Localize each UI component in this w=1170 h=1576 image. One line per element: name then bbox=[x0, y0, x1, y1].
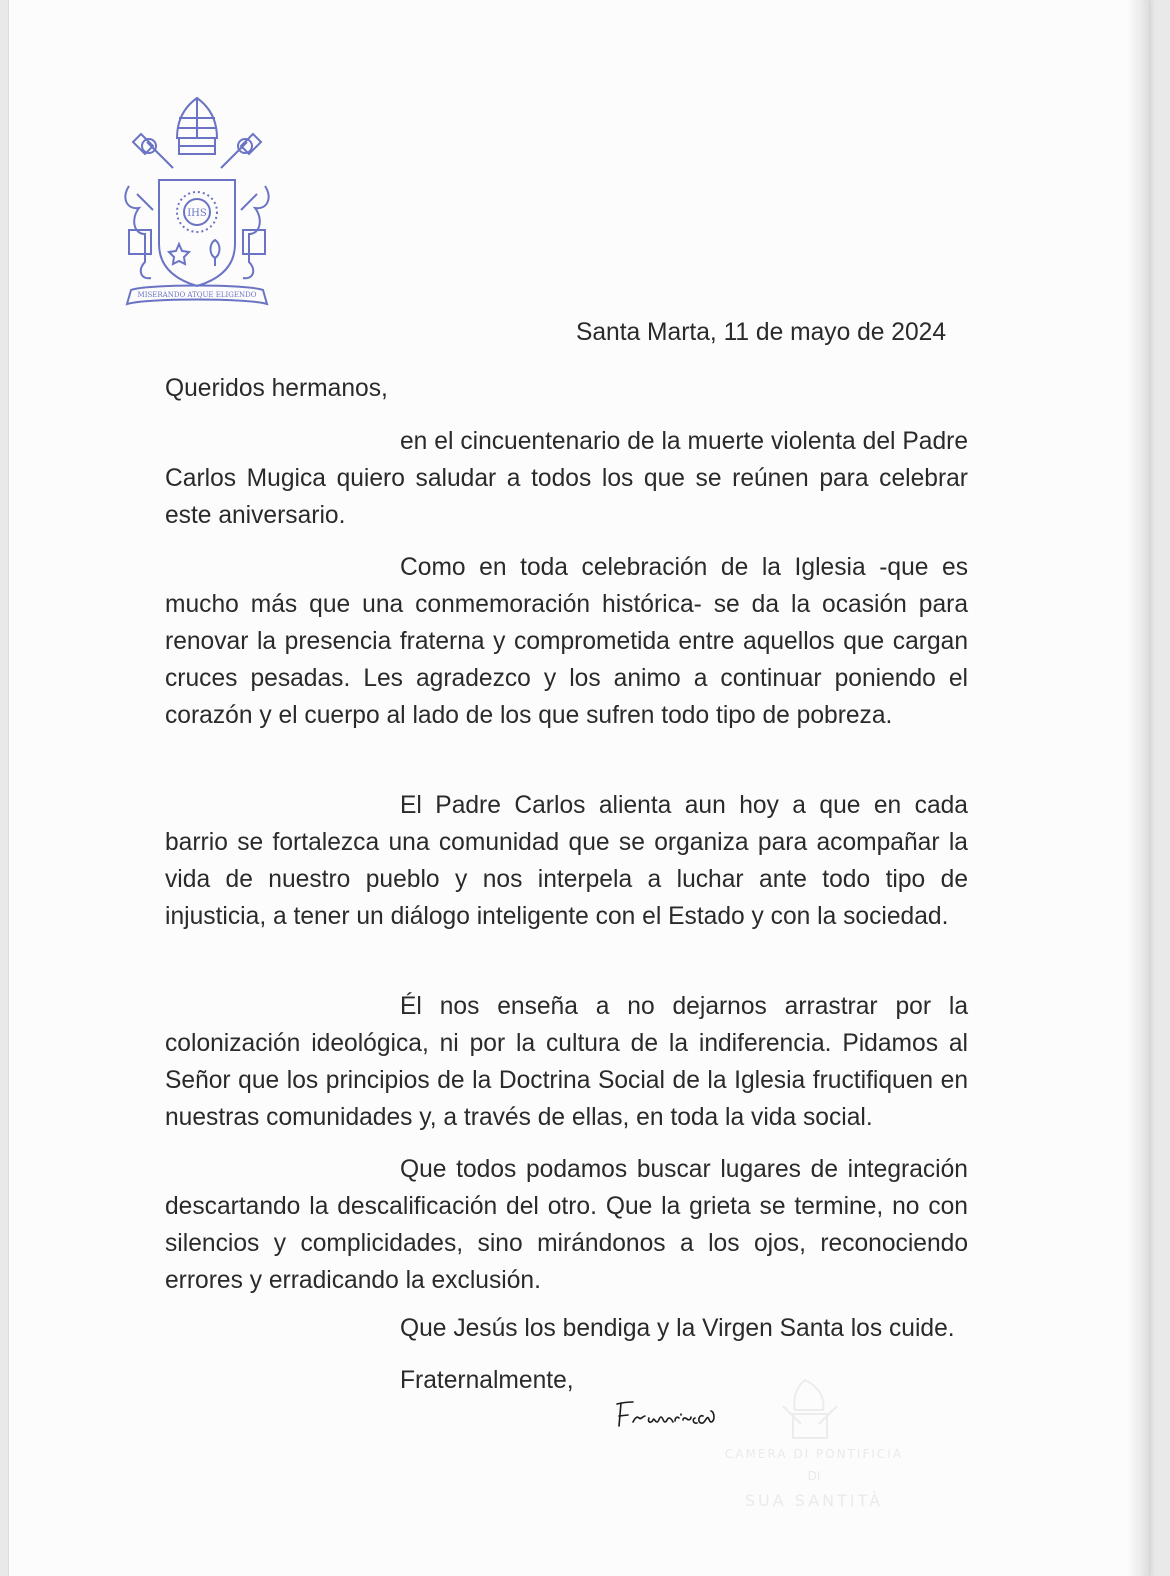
blessing-line: Que Jesús los bendiga y la Virgen Santa los cuide. bbox=[400, 1315, 955, 1342]
crest-motto: MISERANDO ATQUE ELIGENDO bbox=[137, 291, 257, 299]
stamp-line-3: SUA SANTITÀ bbox=[744, 1491, 884, 1510]
paragraph-3: El Padre Carlos alienta aun hoy a que en cada barrio se fortalezca una comunidad que se organiza para acompañar la vida de nuestro pueblo y nos interpela a luchar ante todo tipo de injusticia, a tener un diálogo inteligente con el Estado y con la sociedad. bbox=[165, 792, 968, 930]
paragraph-5: Que todos podamos buscar lugares de integración descartando la descalificación del otro. Que la grieta se termine, no con silencios y complicidades, sino mirándonos a los ojos, reconociendo errores y erradicando la exclusión. bbox=[165, 1156, 968, 1294]
stamp-line-2: DI bbox=[807, 1469, 821, 1483]
letter-page bbox=[8, 0, 1150, 1576]
salutation: Queridos hermanos, bbox=[165, 375, 388, 402]
svg-text:IHS: IHS bbox=[187, 208, 207, 219]
paragraph-2: Como en toda celebración de la Iglesia -que es mucho más que una conmemoración histórica- se da la ocasión para renovar la presencia fraterna y comprometida entre aquellos que cargan cruces pesadas. Les agradezco y los animo a continuar poniendo el corazón y el cuerpo al lado de los que sufren todo tipo de pobreza. bbox=[165, 554, 968, 729]
letter-date: Santa Marta, 11 de mayo de 2024 bbox=[575, 319, 946, 346]
paragraph-4: Él nos enseña a no dejarnos arrastrar por la colonización ideológica, ni por la cultura de la indiferencia. Pidamos al Señor que los principios de la Doctrina Social de la Iglesia fructifiquen en nuestras comunidades y, a través de ellas, en toda la vida social. bbox=[165, 993, 968, 1131]
closing-line: Fraternalmente, bbox=[400, 1367, 574, 1394]
stamp-line-1: CAMERA DI PONTIFICIA bbox=[724, 1447, 904, 1461]
page-edge-shadow bbox=[1127, 0, 1149, 1576]
paragraph-1: en el cincuentenario de la muerte violenta del Padre Carlos Mugica quiero saludar a todos los que se reúnen para celebrar este aniversario. bbox=[165, 428, 968, 529]
coat-of-arms-icon bbox=[117, 94, 277, 312]
embossed-seal-stamp bbox=[709, 1366, 919, 1526]
